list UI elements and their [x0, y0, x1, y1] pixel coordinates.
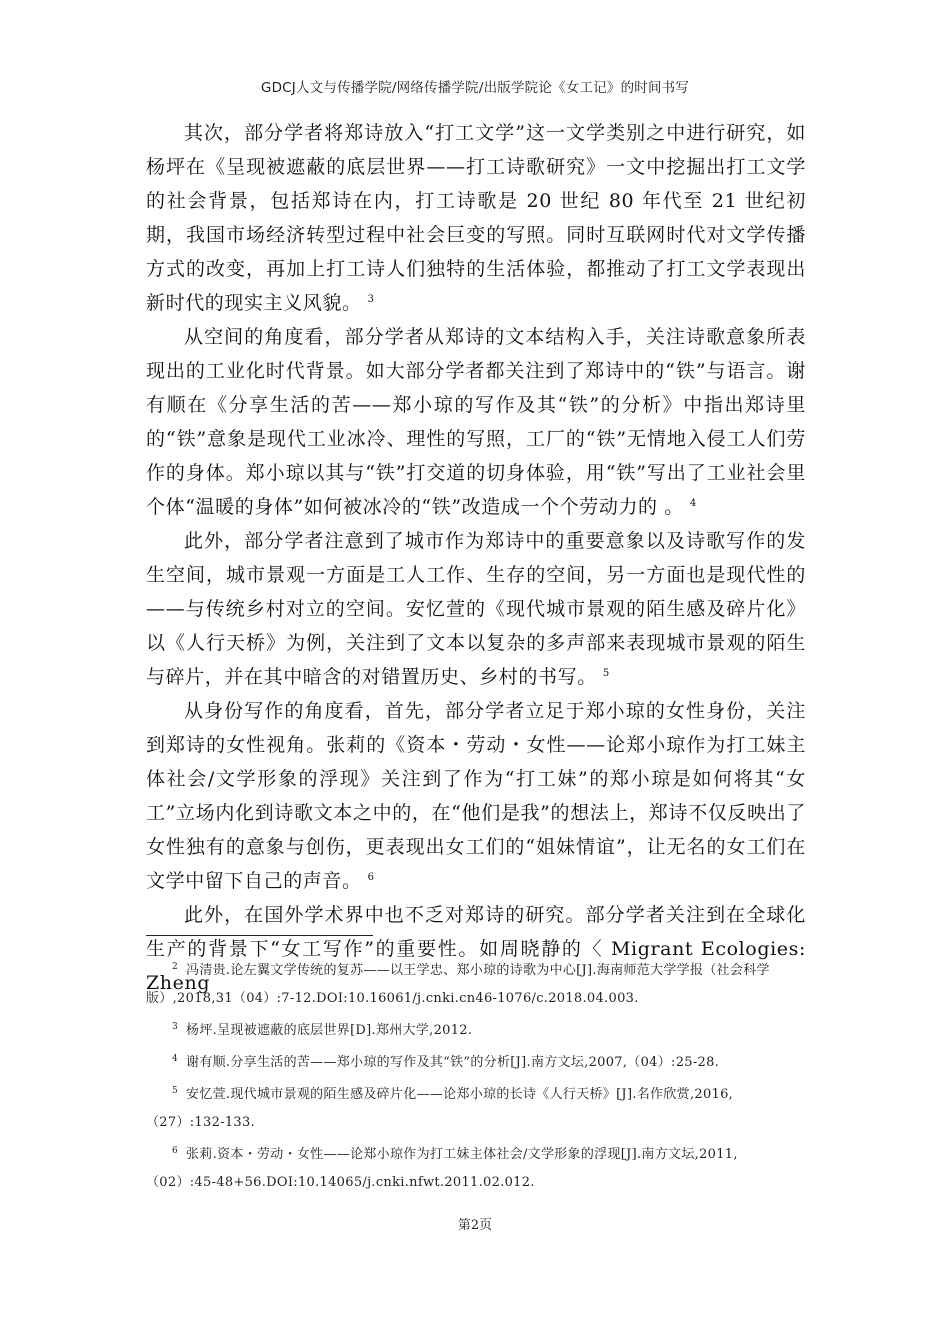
paragraph: [146, 116, 806, 320]
paragraph-text: 其次，部分学者将郑诗放入“打工文学”这一文学类别之中进行研究，如杨坪在《呈现被遮蔽的底层世界——打工诗歌研究》一文中挖掘出打工文学的社会背景，包括郑诗在内，打工诗歌是 20 世纪 80 年代至 21 世纪初期，我国市场经济转型过程中社会巨变的写照。同时互联网时代对文学传播方式的改变，再加上打工诗人们独特的生活体验，都推动了打工文学表现出新时代的现实主义风貌。: [146, 122, 806, 314]
footnote-text: 张莉.资本・劳动・女性——论郑小琼作为打工妹主体社会/文学形象的浮现[J].南方文坛,2011,（02）:45-48+56.DOI:10.14065/j.cnki.nfwt.2011.02.012.: [146, 1147, 738, 1190]
running-header: GDCJ人文与传播学院/网络传播学院/出版学院论《女工记》的时间书写: [260, 80, 690, 96]
footnote-number: 2: [172, 961, 179, 972]
footnote-reference[interactable]: 4: [689, 497, 697, 509]
footnote: [146, 1049, 806, 1077]
paragraph: [146, 524, 806, 694]
footnote-number: 4: [172, 1053, 179, 1064]
footnote-text: 谢有顺.分享生活的苦——郑小琼的写作及其“铁”的分析[J].南方文坛,2007,（04）:25-28.: [186, 1055, 720, 1070]
paragraph-text: 从空间的角度看，部分学者从郑诗的文本结构入手，关注诗歌意象所表现出的工业化时代背景。如大部分学者都关注到了郑诗中的“铁”与语言。谢有顺在《分享生活的苦——郑小琼的写作及其“铁”的分析》中指出郑诗里的“铁”意象是现代工业冰冷、理性的写照，工厂的“铁”无情地入侵工人们劳作的身体。郑小琼以其与“铁”打交道的切身体验，用“铁”写出了工业社会里个体“温暖的身体”如何被冰冷的“铁”改造成一个个劳动力的 。: [146, 326, 806, 518]
footnote-number: 5: [172, 1085, 179, 1096]
footnotes: [146, 957, 806, 1201]
footnote-reference[interactable]: 3: [367, 293, 375, 305]
paragraph-text: 此外，在国外学术界中也不乏对郑诗的研究。部分学者关注到在全球化生产的背景下“女工写作”的重要性。如周晓静的〈 Migrant Ecologies: Zheng: [146, 904, 806, 994]
footnote: [146, 957, 806, 1013]
body-text: [146, 116, 806, 1000]
paragraph: [146, 320, 806, 524]
footnote-reference[interactable]: 5: [602, 667, 610, 679]
paragraph-text: 从身份写作的角度看，首先，部分学者立足于郑小琼的女性身份，关注到郑诗的女性视角。张莉的《资本・劳动・女性——论郑小琼作为打工妹主体社会/文学形象的浮现》关注到了作为“打工妹”的郑小琼是如何将其“女工”立场内化到诗歌文本之中的，在“他们是我”的想法上，郑诗不仅反映出了女性独有的意象与创伤，更表现出女工们的“姐妹情谊”，让无名的女工们在文学中留下自己的声音。: [146, 700, 806, 892]
paragraph-text: 此外，部分学者注意到了城市作为郑诗中的重要意象以及诗歌写作的发生空间，城市景观一方面是工人工作、生存的空间，另一方面也是现代性的——与传统乡村对立的空间。安忆萱的《现代城市景观的陌生感及碎片化》以《人行天桥》为例，关注到了文本以复杂的多声部来表现城市景观的陌生与碎片，并在其中暗含的对错置历史、乡村的书写。: [146, 530, 806, 688]
footnote-separator: [146, 935, 373, 936]
footnote: [146, 1141, 806, 1197]
footnote-reference[interactable]: 6: [367, 871, 375, 883]
page-number: 第2页: [457, 1218, 493, 1233]
footnote-number: 3: [172, 1021, 179, 1032]
footnote: [146, 1017, 806, 1045]
footnote-text: 冯清贵.论左翼文学传统的复苏——以王学忠、郑小琼的诗歌为中心[J].海南师范大学学报（社会科学版）,2018,31（04）:7-12.DOI:10.16061/j.cnki.cn46-1076/c.2018.04.003.: [146, 963, 770, 1006]
footnote-text: 安忆萱.现代城市景观的陌生感及碎片化——论郑小琼的长诗《人行天桥》[J].名作欣赏,2016,（27）:132-133.: [146, 1087, 734, 1130]
paragraph: [146, 694, 806, 898]
footnote-number: 6: [172, 1145, 179, 1156]
footnote-text: 杨坪.呈现被遮蔽的底层世界[D].郑州大学,2012.: [186, 1023, 473, 1038]
footnote: [146, 1081, 806, 1137]
